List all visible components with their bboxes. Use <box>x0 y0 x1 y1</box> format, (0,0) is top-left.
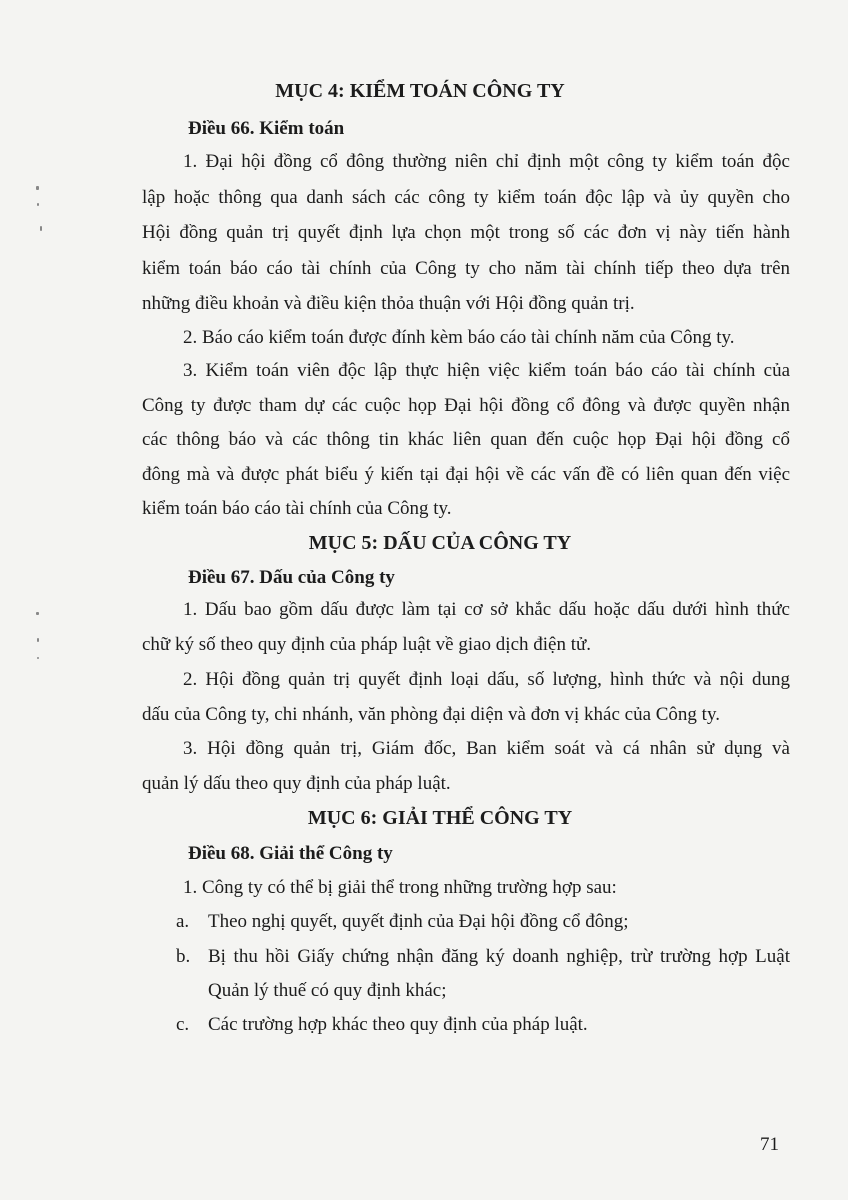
article-66-p3-line: các thông báo và các thông tin khác liên quan đến cuộc họp Đại hội đồng cổ <box>142 429 790 450</box>
list-item-b-text: Bị thu hồi Giấy chứng nhận đăng ký doanh nghiệp, trừ trường hợp Luật <box>208 946 790 967</box>
article-66-p3-line: đông mà và được phát biểu ý kiến tại đại hội về các vấn đề có liên quan đến việc <box>142 464 790 485</box>
article-67-p2-line: 2. Hội đồng quản trị quyết định loại dấu, số lượng, hình thức và nội dung <box>183 669 790 690</box>
section-4-heading: MỤC 4: KIỂM TOÁN CÔNG TY <box>275 80 565 102</box>
article-67-p3-line: 3. Hội đồng quản trị, Giám đốc, Ban kiểm soát và cá nhân sử dụng và <box>183 738 790 759</box>
article-66-p3-line: Công ty được tham dự các cuộc họp Đại hội đồng cổ đông và được quyền nhận <box>142 395 790 416</box>
list-marker-b: b. <box>176 946 191 967</box>
article-66-p2: 2. Báo cáo kiểm toán được đính kèm báo cáo tài chính năm của Công ty. <box>183 327 735 348</box>
page-number: 71 <box>760 1134 779 1155</box>
article-66-p3-line: kiểm toán báo cáo tài chính của Công ty. <box>142 498 452 519</box>
article-66-p1-line: những điều khoản và điều kiện thỏa thuận với Hội đồng quản trị. <box>142 293 635 314</box>
list-item-c-text: Các trường hợp khác theo quy định của pháp luật. <box>208 1014 588 1035</box>
scan-speck <box>37 657 39 659</box>
list-marker-a: a. <box>176 911 190 932</box>
article-68-p1: 1. Công ty có thể bị giải thể trong những trường hợp sau: <box>183 877 617 898</box>
article-67-p3-line: quản lý dấu theo quy định của pháp luật. <box>142 773 451 794</box>
scan-speck <box>36 186 39 190</box>
scan-speck <box>40 226 42 231</box>
article-67-title: Điều 67. Dấu của Công ty <box>188 567 395 588</box>
article-66-p1-line: lập hoặc thông qua danh sách các công ty kiểm toán độc lập và ủy quyền cho <box>142 187 790 208</box>
article-68-title: Điều 68. Giải thể Công ty <box>188 843 393 864</box>
scan-speck <box>36 612 39 615</box>
scan-speck <box>37 203 39 206</box>
scan-speck <box>37 638 39 642</box>
section-5-heading: MỤC 5: DẤU CỦA CÔNG TY <box>308 532 572 554</box>
list-marker-c: c. <box>176 1014 190 1035</box>
article-67-p2-line: dấu của Công ty, chi nhánh, văn phòng đại diện và đơn vị khác của Công ty. <box>142 704 720 725</box>
list-item-a-text: Theo nghị quyết, quyết định của Đại hội đồng cổ đông; <box>208 911 629 932</box>
article-66-p3-line: 3. Kiểm toán viên độc lập thực hiện việc kiểm toán báo cáo tài chính của <box>183 360 790 381</box>
article-67-p1-line: chữ ký số theo quy định của pháp luật về giao dịch điện tử. <box>142 634 592 655</box>
article-67-p1-line: 1. Dấu bao gồm dấu được làm tại cơ sở khắc dấu hoặc dấu dưới hình thức <box>183 599 790 620</box>
article-66-title: Điều 66. Kiểm toán <box>188 118 345 139</box>
list-item-b-text: Quản lý thuế có quy định khác; <box>208 980 447 1001</box>
section-6-heading: MỤC 6: GIẢI THỂ CÔNG TY <box>307 807 573 829</box>
article-66-p1-line: 1. Đại hội đồng cổ đông thường niên chỉ định một công ty kiểm toán độc <box>183 151 790 172</box>
article-66-p1-line: kiểm toán báo cáo tài chính của Công ty cho năm tài chính tiếp theo dựa trên <box>142 258 790 279</box>
article-66-p1-line: Hội đồng quản trị quyết định lựa chọn một trong số các đơn vị này tiến hành <box>142 222 790 243</box>
